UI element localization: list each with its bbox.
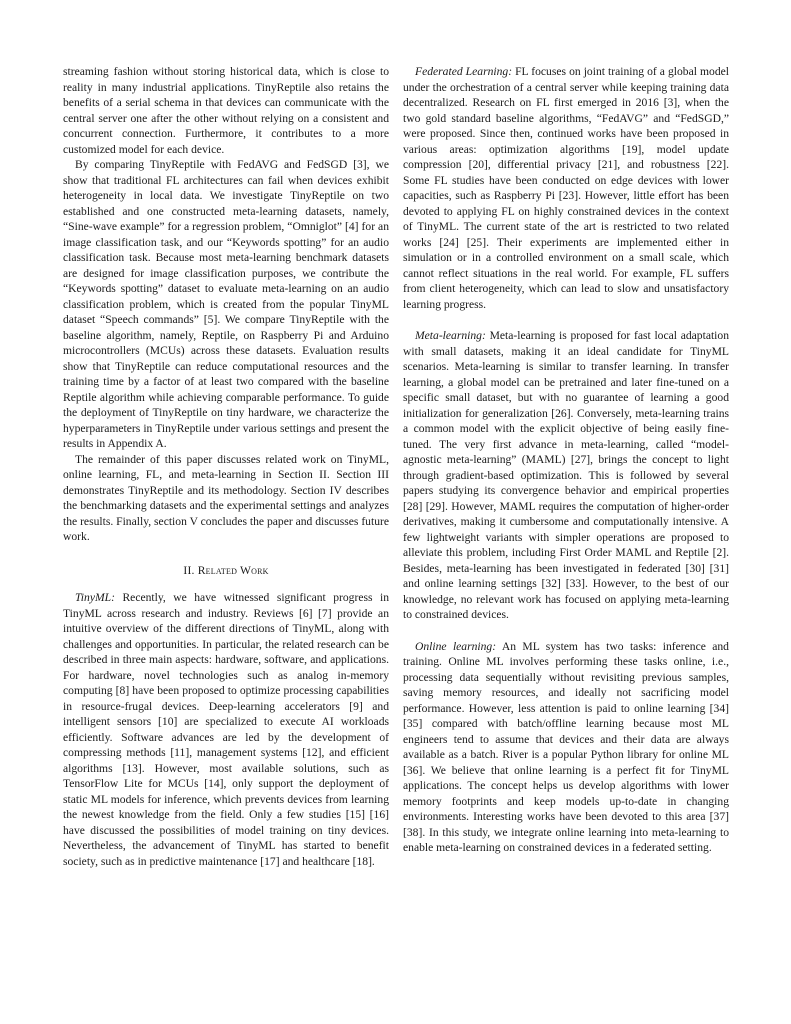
paragraph-federated-learning <box>403 64 729 312</box>
paragraph-comparison: By comparing TinyReptile with FedAVG and FedSGD [3], we show that traditional FL architectures can fail when devices exhibit heterogeneity in local data. We investigate TinyReptile on two established and one constructed meta-learning datasets, namely, “Sine-wave example” for a regression problem, “Omniglot” [4] for an image classification task, and our “Keywords spotting” for an audio classification task. Because most meta-learning benchmark datasets are designed for image classification purposes, we contribute the “Keywords spotting” dataset to evaluate meta-learning on an audio classification problem, which is created from the popular TinyML dataset “Speech commands” [5]. We compare TinyReptile with the baseline algorithm, namely, Reptile, on Raspberry Pi and Arduino microcontrollers (MCUs) across these datasets. Evaluation results show that TinyReptile can reduce computational resources and the training time by a factor of at least two compared with the baseline Reptile algorithm while achieving comparable performance. To guide the deployment of TinyReptile on tiny hardware, we characterize the hyperparameters in TinyReptile under various settings and present the results in Appendix A. <box>63 158 389 450</box>
run-in-heading-tinyml: TinyML: <box>75 591 115 604</box>
paragraph-continuation: streaming fashion without storing historical data, which is close to reality in many industrial applications. TinyReptile also retains the benefits of a serial schema in that devices can communicate with the central server one after the other without relying on a consistent and concurrent connection. Furthermore, it contributes to a more customized model for each device. <box>63 65 389 156</box>
federated-learning-body: FL focuses on joint training of a global model under the orchestration of a central server while keeping training data decentralized. Research on FL first emerged in 2016 [3], when the two gold standard baseline algorithms, “FedAVG” and “FedSGD,” were proposed. Since then, continued works have been proposed in various areas: optimization algorithms [19], model update compression [20], differential privacy [21], and robustness [22]. Some FL studies have been conducted on edge devices with lower capacities, such as Raspberry Pi [23]. However, little effort has been devoted to applying FL on highly constrained devices in the context of TinyML. The current state of the art is restricted to two related works [24] [25]. Their experiments are implemented either in simulation or in a controlled environment on a small scale, which cannot reflect situations in the real world. For example, FL suffers from client heterogeneity, which can lead to slow and unsatisfactory learning progress. <box>403 65 729 311</box>
paragraph-remainder: The remainder of this paper discusses related work on TinyML, online learning, FL, and meta-learning in Section II. Section III demonstrates TinyReptile and its methodology. Section IV describes the benchmarking datasets and the experimental settings and analyzes the results. Finally, section V concludes the paper and discusses future work. <box>63 452 389 543</box>
section-name: Related Work <box>197 563 269 577</box>
section-heading-related-work <box>63 563 389 579</box>
section-numeral: II. <box>183 563 195 577</box>
paragraph-online-learning <box>403 639 729 856</box>
run-in-heading-online-learning: Online learning: <box>415 639 497 653</box>
run-in-heading-federated-learning: Federated Learning: <box>415 65 513 78</box>
online-learning-body: An ML system has two tasks: inference and training. Online ML involves performing these tasks online, i.e., processing data sequentially without revisiting previous samples, saving memory resources, and ideally not sacrificing model performance. However, less attention is paid to online learning [34] [35] compared with batch/offline learning because most ML engineers tend to assume that devices and their data are always available as a batch. River is a popular Python library for online ML [36]. We believe that online learning is a perfect fit for TinyML applications. The concept helps us develop algorithms with lower memory footprints and keep models up-to-date in changing environments. Interesting works have been devoted to this area [37] [38]. In this study, we integrate online learning into meta-learning to enable meta-learning on constrained devices in a federated setting. <box>403 639 729 854</box>
paragraph-tinyml <box>63 590 389 869</box>
right-column <box>403 64 729 856</box>
paragraph-meta-learning <box>403 328 729 623</box>
run-in-heading-meta-learning: Meta-learning: <box>415 329 486 342</box>
left-column <box>63 64 389 869</box>
meta-learning-body: Meta-learning is proposed for fast local adaptation with small datasets, making it an ideal candidate for TinyML scenarios. Meta-learning is similar to transfer learning. In transfer learning, a global model can be pretrained and later fine-tuned on a specific small dataset, but with no guarantee of learning a good initialization for generalization [26]. Conversely, meta-learning trains a common model with the explicit objective of being easily fine-tuned. The very first advance in meta-learning, called “model-agnostic meta-learning” (MAML) [27], brings the concept to light through gradient-based optimization. This is followed by several papers studying its convergence behavior and empirical properties [28] [29]. However, MAML requires the computation of higher-order derivatives, making it cumbersome and computationally intensive. A few lightweight variants with simpler operations are proposed to alleviate this problem, including First Order MAML and Reptile [2]. Besides, meta-learning has been investigated in federated [30] [31] and online learning settings [32] [33]. However, to the best of our knowledge, no relevant work has focused on applying meta-learning to constrained devices. <box>403 329 730 621</box>
tinyml-body: Recently, we have witnessed significant progress in TinyML across research and industry. Reviews [6] [7] provide an intuitive overview of the different directions of TinyML, along with challenges and opportunities. In particular, the related research can be described in three main aspects: hardware, software, and applications. For hardware, novel technologies such as analog in-memory computing [8] have been proposed to optimize processing capabilities in resource-frugal devices. Deep-learning accelerators [9] and intelligent sensors [10] are specialized to execute AI workloads efficiently. Software advances are led by the development of compressing methods [11], management systems [12], and efficient algorithms [13]. However, most available solutions, such as TensorFlow Lite for MCUs [14], only support the deployment of static ML models for inference, which prevents devices from learning the newest knowledge from the field. Only a few studies [15] [16] have discussed the possibilities of model training on tiny devices. Nevertheless, the advancement of TinyML has started to benefit society, such as in predictive maintenance [17] and healthcare [18]. <box>63 591 390 868</box>
